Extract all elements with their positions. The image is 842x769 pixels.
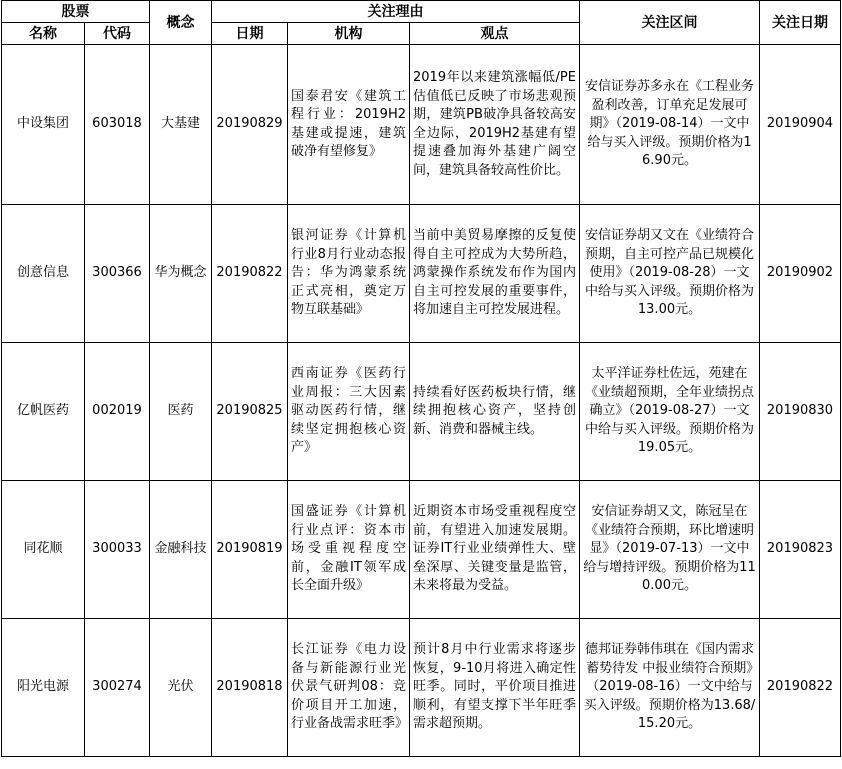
reason-viewpoint: 当前中美贸易摩擦的反复使得自主可控成为大势所趋，鸿蒙操作系统发布作为国内自主可控发展的重要事件，将加速自主可控发展进程。	[410, 205, 580, 343]
header-row-top	[2, 1, 841, 23]
stock-concept: 金融科技	[150, 481, 212, 619]
header-range: 关注区间	[580, 1, 760, 45]
focus-range: 安信证券胡又文，陈冠呈在《业绩符合预期，环比增速明显》（2019-07-13）一文中给与增持评级。预期价格为110.00元。	[580, 481, 760, 619]
reason-viewpoint: 预计8月中行业需求将逐步恢复，9-10月将进入确定性旺季。同时，平价项目推进顺利，有望支撑下半年旺季需求超预期。	[410, 619, 580, 757]
reason-institution: 国盛证券《计算机行业点评：资本市场受重视程度空前，金融IT领军成长全面升级》	[288, 481, 410, 619]
reason-institution: 国泰君安《建筑工程行业：2019H2基建或提速，建筑破净有望修复》	[288, 45, 410, 205]
focus-date: 20190823	[760, 481, 841, 619]
header-concept: 概念	[150, 1, 212, 45]
stock-code: 002019	[85, 343, 150, 481]
focus-date: 20190822	[760, 619, 841, 757]
header-stock: 股票	[2, 1, 150, 23]
stock-name: 创意信息	[2, 205, 85, 343]
table-row	[2, 481, 841, 619]
header-focus-date: 关注日期	[760, 1, 841, 45]
reason-institution: 银河证券《计算机行业8月行业动态报告：华为鸿蒙系统正式亮相，奠定万物互联基础》	[288, 205, 410, 343]
reason-date: 20190829	[212, 45, 288, 205]
reason-viewpoint: 持续看好医药板块行情，继续拥抱核心资产，坚持创新、消费和器械主线。	[410, 343, 580, 481]
focus-date: 20190830	[760, 343, 841, 481]
reason-date: 20190818	[212, 619, 288, 757]
stock-code: 300366	[85, 205, 150, 343]
stock-concept: 大基建	[150, 45, 212, 205]
stock-concept: 医药	[150, 343, 212, 481]
reason-viewpoint: 2019年以来建筑涨幅低/PE估值低已反映了市场悲观预期，建筑PB破净具备较高安全边际，2019H2基建有望提速叠加海外基建广阔空间，建筑具备较高性价比。	[410, 45, 580, 205]
header-name: 名称	[2, 23, 85, 45]
stock-concept: 光伏	[150, 619, 212, 757]
reason-date: 20190819	[212, 481, 288, 619]
reason-institution: 长江证券《电力设备与新能源行业光伏景气研判08：竞价项目开工加速，行业备战需求旺季》	[288, 619, 410, 757]
table-row	[2, 205, 841, 343]
header-code: 代码	[85, 23, 150, 45]
reason-viewpoint: 近期资本市场受重视程度空前，有望进入加速发展期。证券IT行业业绩弹性大、壁垒深厚、关键变量是监管，未来将最为受益。	[410, 481, 580, 619]
stock-name: 阳光电源	[2, 619, 85, 757]
focus-range: 安信证券胡又文在《业绩符合预期，自主可控产品已规模化使用》（2019-08-28）一文中给与买入评级。预期价格为13.00元。	[580, 205, 760, 343]
focus-range: 太平洋证券杜佐远，苑建在《业绩超预期，全年业绩拐点确立》（2019-08-27）一文中给与买入评级。预期价格为19.05元。	[580, 343, 760, 481]
stock-focus-table	[1, 0, 841, 757]
header-viewpoint: 观点	[410, 23, 580, 45]
focus-date: 20190904	[760, 45, 841, 205]
stock-code: 300274	[85, 619, 150, 757]
focus-date: 20190902	[760, 205, 841, 343]
table-row	[2, 619, 841, 757]
reason-date: 20190825	[212, 343, 288, 481]
table-row	[2, 343, 841, 481]
table-row	[2, 45, 841, 205]
reason-institution: 西南证券《医药行业周报：三大因素驱动医药行情，继续坚定拥抱核心资产》	[288, 343, 410, 481]
focus-range: 德邦证券韩伟琪在《国内需求蓄势待发 中报业绩符合预期》（2019-08-16）一文中给与买入评级。预期价格为13.68/15.20元。	[580, 619, 760, 757]
reason-date: 20190822	[212, 205, 288, 343]
stock-name: 同花顺	[2, 481, 85, 619]
header-reason: 关注理由	[212, 1, 580, 23]
stock-concept: 华为概念	[150, 205, 212, 343]
stock-name: 亿帆医药	[2, 343, 85, 481]
focus-range: 安信证券苏多永在《工程业务盈利改善，订单充足发展可期》（2019-08-14）一文中给与买入评级。预期价格为16.90元。	[580, 45, 760, 205]
stock-name: 中设集团	[2, 45, 85, 205]
stock-code: 603018	[85, 45, 150, 205]
stock-code: 300033	[85, 481, 150, 619]
header-institution: 机构	[288, 23, 410, 45]
header-date: 日期	[212, 23, 288, 45]
